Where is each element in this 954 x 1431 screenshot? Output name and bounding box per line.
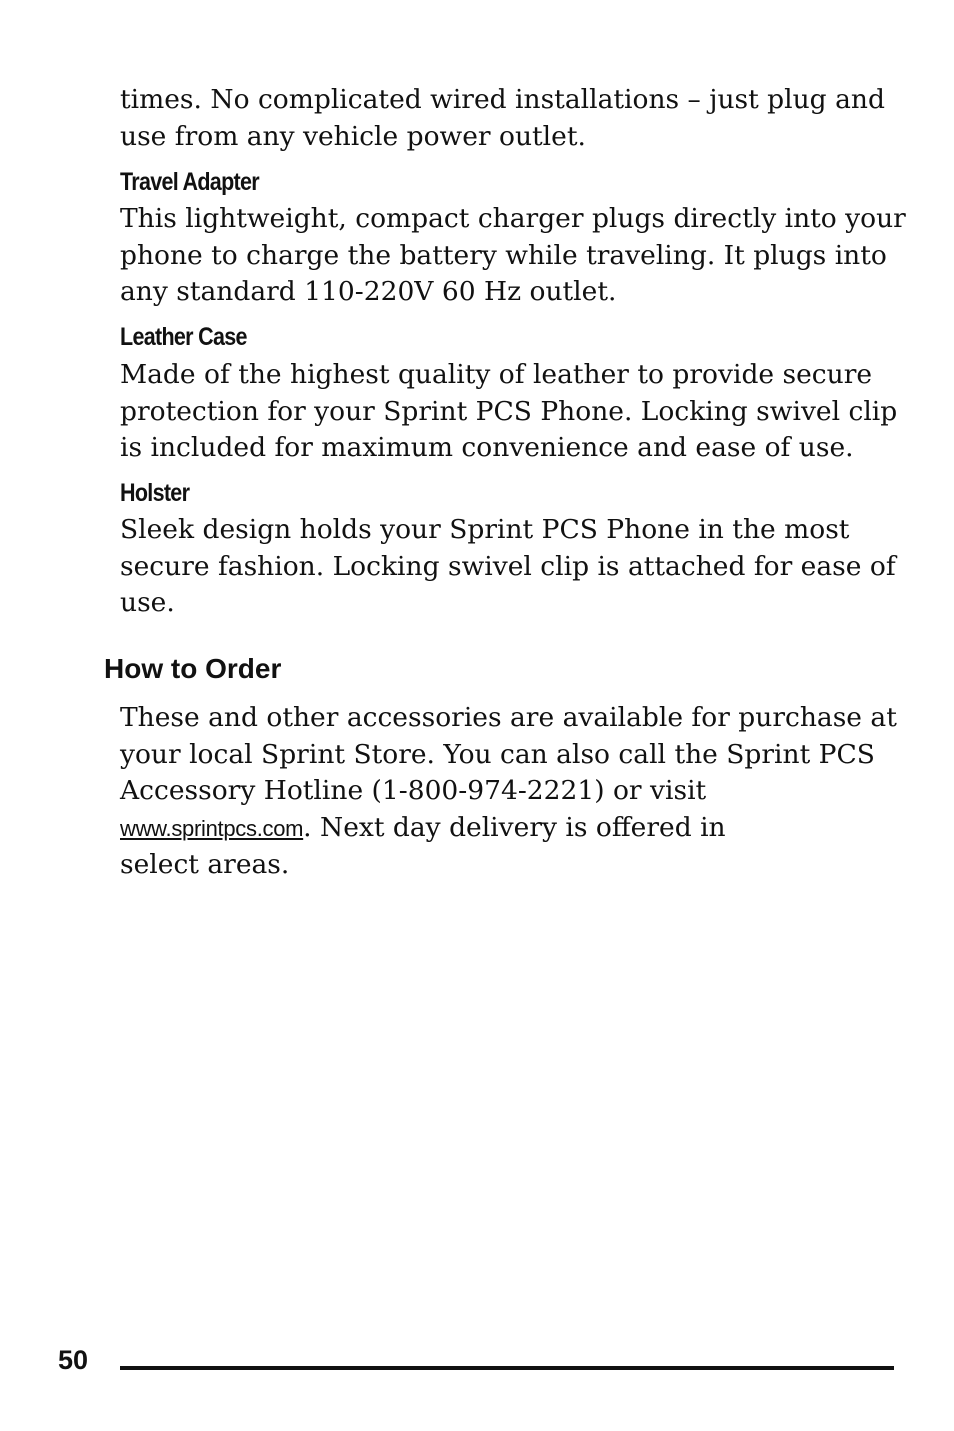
intro-line: times. No complicated wired installations – just plug and [120, 84, 885, 115]
intro-line: use from any vehicle power outlet. [120, 120, 586, 152]
how-to-order-line: Accessory Hotline (1-800-974-2221) or visit [120, 775, 707, 806]
holster-heading: Holster [120, 479, 190, 507]
leather-case-description [120, 357, 898, 467]
page-number: 50 [58, 1345, 89, 1375]
leather-case-heading: Leather Case [120, 323, 247, 351]
footer-rule [120, 1366, 894, 1370]
holster-line: secure fashion. Locking swivel clip is attached for ease of [120, 550, 896, 582]
how-to-order-line: These and other accessories are available for purchase at [120, 702, 897, 733]
url-suffix-text: . Next day delivery is offered in [303, 811, 726, 843]
sprintpcs-link[interactable]: www.sprintpcs.com [120, 815, 304, 841]
how-to-order-line: your local Sprint Store. You can also call the Sprint PCS [120, 738, 875, 770]
travel-adapter-line: This lightweight, compact charger plugs directly into your [120, 203, 906, 234]
travel-adapter-line: phone to charge the battery while traveling. It plugs into [120, 239, 887, 271]
how-to-order-line: select areas. [120, 849, 290, 880]
holster-line: Sleek design holds your Sprint PCS Phone in the most [120, 514, 850, 545]
travel-adapter-line: any standard 110-220V 60 Hz outlet. [120, 276, 617, 307]
how-to-order-heading: How to Order [104, 653, 282, 684]
travel-adapter-description [120, 201, 906, 311]
travel-adapter-heading: Travel Adapter [120, 168, 259, 196]
how-to-order-url-line [120, 810, 880, 848]
intro-paragraph [120, 82, 885, 155]
holster-description [120, 512, 896, 622]
leather-case-line: protection for your Sprint PCS Phone. Locking swivel clip [120, 395, 898, 427]
leather-case-line: is included for maximum convenience and ease of use. [120, 432, 854, 463]
leather-case-line: Made of the highest quality of leather to provide secure [120, 359, 873, 390]
holster-line: use. [120, 587, 175, 618]
how-to-order-paragraph [120, 700, 897, 884]
